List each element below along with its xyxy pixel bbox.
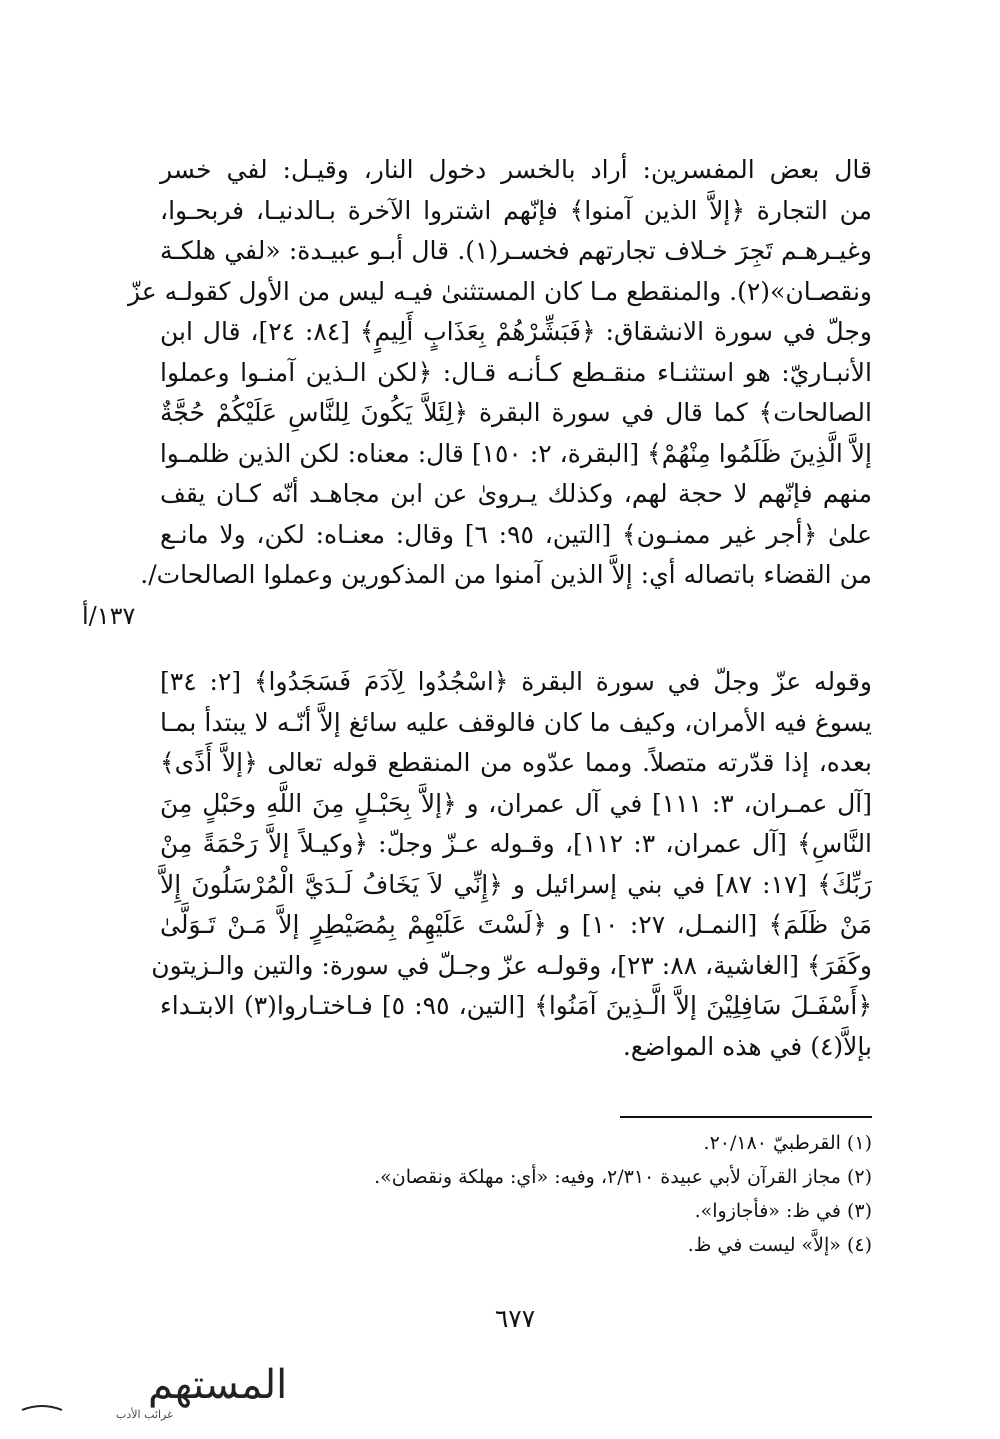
footnote: (٣) في ظ: «فأجازوا». (694, 1200, 872, 1222)
text-line: الأنبـاريّ: هو استثنـاء منقـطع كـأنـه قـال: ﴿لكن الـذين آمنـوا وعملوا (160, 357, 872, 387)
footnote: (٢) مجاز القرآن لأبي عبيدة ٢/٣١٠، وفيه: «أي: مهلكة ونقصان». (374, 1166, 872, 1188)
text-line: قال بعض المفسرين: أراد بالخسر دخول النار، وقيـل: لفي خسر (160, 155, 872, 184)
folio-margin-note: ١٣٧/أ (82, 602, 136, 630)
text-line: بعده، إذا قدّرته متصلاً. ومما عدّوه من المنقطع قوله تعالى ﴿إلاَّ أَذًى﴾ (160, 748, 872, 777)
footnotes (260, 1126, 872, 1262)
text-line: وغيـرهـم تَجِرَ خـلاف تجارتهم فخسـر(١). قال أبـو عبيـدة: «لفي هلكـة (160, 236, 872, 265)
text-line: من التجارة ﴿إلاَّ الذين آمنوا﴾ فإنّهم اشتروا الآخرة بـالدنيـا، فربحـوا، (160, 195, 872, 225)
text-line: وكَفَرَ﴾ [الغاشية، ٨٨: ٢٣]، وقولـه عزّ وجـلّ في سورة: والتين والـزيتون (151, 950, 872, 980)
text-line: وجلّ في سورة الانشقاق: ﴿فَبَشِّرْهُمْ بِعَذَابٍ أَلِيمٍ﴾ [٨٤: ٢٤]، قال ابن (160, 317, 872, 346)
text-line: علىٰ ﴿أجر غير ممنـون﴾ [التين، ٩٥: ٦] وقال: معنـاه: لكن، ولا مانـع (160, 519, 873, 549)
text-line: من القضاء باتصاله أي: إلاَّ الذين آمنوا من المذكورين وعملوا الصالحات/. (140, 560, 872, 589)
logo-subtext: غرائب الأدب (116, 1408, 173, 1421)
text-line: [آل عمـران، ٣: ١١١] في آل عمران، و ﴿إلاَّ بِحَبْـلٍ مِنَ اللَّهِ وحَبْلٍ مِنَ (160, 788, 872, 818)
text-line: يسوغ فيه الأمران، وكيف ما كان فالوقف عليه سائغ إلاَّ أنّـه لا يبتدأ بمـا (160, 707, 872, 737)
text-line: مَنْ ظَلَمَ﴾ [النمـل، ٢٧: ١٠] و ﴿لَسْتَ عَلَيْهِمْ بِمُصَيْطِرٍ إلاَّ مَـنْ تَـوَلَّىٰ (160, 910, 872, 939)
text-line: وقوله عزّ وجلّ في سورة البقرة ﴿اسْجُدُوا لِآدَمَ فَسَجَدُوا﴾ [٢: ٣٤] (160, 667, 872, 696)
text-line: رَبِّكَ﴾ [١٧: ٨٧] في بني إسرائيل و ﴿إِنِّي لاَ يَخَافُ لَـدَيَّ الْمُرْسَلُونَ إِلاَّ (160, 869, 872, 899)
text-line: النَّاسِ﴾ [آل عمران، ٣: ١١٢]، وقـوله عـزّ وجلّ: ﴿وكيـلاً إلاَّ رَحْمَةً مِنْ (160, 829, 873, 858)
page-number: ٦٧٧ (494, 1304, 536, 1333)
footnote: (٤) «إلاَّ» ليست في ظ. (687, 1234, 872, 1256)
footnote-divider (620, 1116, 872, 1118)
calligraphy-logo-icon (8, 1352, 288, 1432)
text-line: منهم فإنّهم لا حجة لهم، وكذلك يـرویٰ عن ابن مجاهـد أنّه كـان يقف (160, 479, 872, 508)
text-line: إلاَّ الَّذِينَ ظَلَمُوا مِنْهُمْ﴾ [البقرة، ٢: ١٥٠] قال: معناه: لكن الذين ظلمـوا (159, 438, 872, 468)
footnote: (١) القرطبيّ ٢٠/١٨٠. (703, 1132, 872, 1154)
publisher-logo (8, 1352, 288, 1432)
text-line: بإلاَّ(٤) في هذه المواضع. (622, 1031, 872, 1061)
text-line: ﴿أَسْفَـلَ سَافِلِيْنَ إلاَّ الَّـذِينَ آمَنُوا﴾ [التين، ٩٥: ٥] فـاختـاروا(٣) الابتـداء (160, 991, 872, 1020)
text-line: الصالحات﴾ كما قال في سورة البقرة ﴿لِئَلاَّ يَكُونَ لِلنَّاسِ عَلَيْكُمْ حُجَّةٌ (160, 398, 872, 427)
paragraph-1 (127, 150, 873, 596)
paragraph-2 (151, 662, 873, 1067)
text-line: ونقصـان»(٢). والمنقطع مـا كان المستثنىٰ فيـه ليس من الأول كقولـه عزّ (127, 276, 872, 306)
logo-text: المستهم (148, 1362, 288, 1408)
